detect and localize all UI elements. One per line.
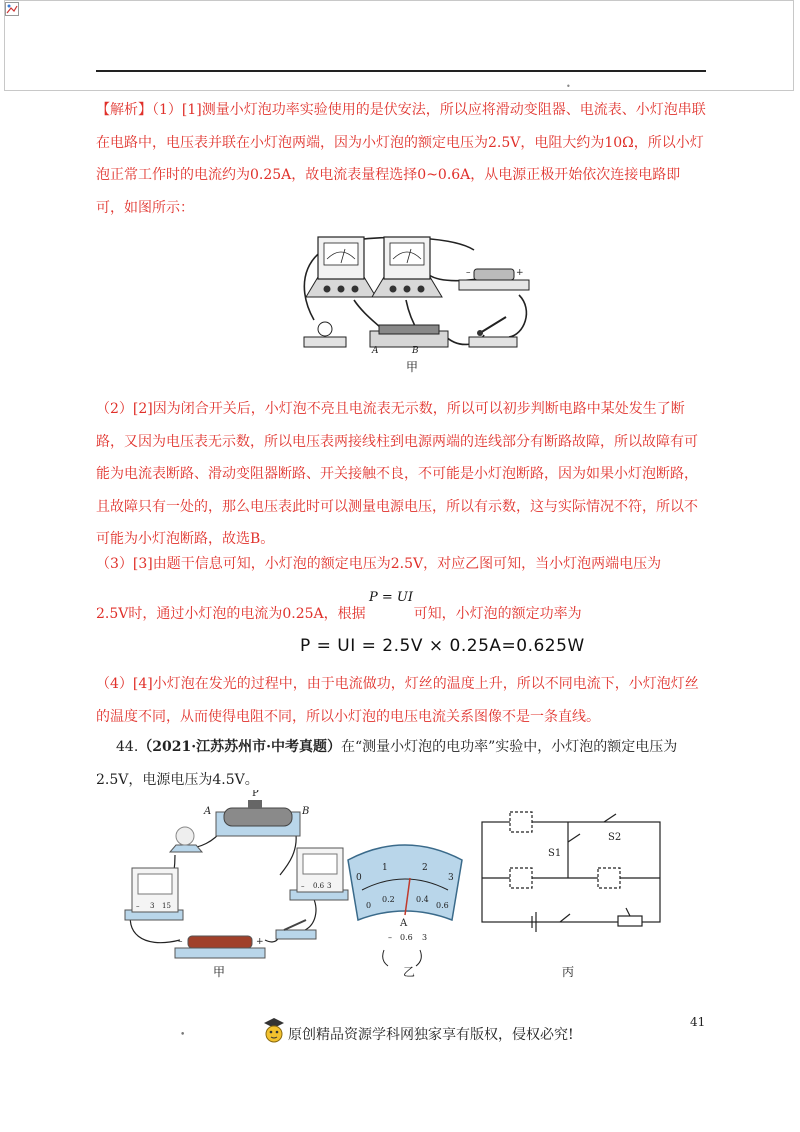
mascot-icon: [262, 1016, 286, 1046]
dial-scale-3: 3: [448, 873, 454, 883]
inline-formula: P = UI: [369, 590, 413, 605]
fig2-battery: [175, 936, 265, 958]
svg-text:A: A: [372, 346, 379, 355]
svg-text:–: –: [178, 937, 183, 947]
battery: [459, 268, 529, 290]
broken-image-icon: [5, 2, 19, 16]
header-rule: [96, 70, 706, 72]
power-formula: P = UI = 2.5V × 0.25A=0.625W: [300, 636, 585, 656]
voltmeter-terminal-neg: –: [136, 902, 140, 910]
ammeter: [372, 237, 442, 297]
fig2-rheostat: [203, 790, 309, 836]
fig2-voltmeter: [125, 868, 183, 920]
dial-scale-0: 0: [356, 873, 362, 883]
header-frame: [4, 0, 794, 91]
para-4: （4）[4]小灯泡在发光的过程中，由于电流做功，灯丝的温度上升，所以不同电流下，小灯泡灯丝的温度不同，从而使得电阻不同，所以小灯泡的电压电流关系图像不是一条直线。: [96, 676, 699, 725]
fig2-caption-bing: 丙: [562, 965, 575, 979]
ammeter-terminal-3: 3: [327, 882, 332, 890]
question-number: 44.: [116, 739, 139, 755]
ammeter-terminal-neg: –: [301, 882, 305, 890]
question-text: 在“测量小灯泡的电功率”实验中，小灯泡的额定电压为2.5V，电源电压为4.5V。: [96, 739, 678, 788]
dial-terminal-06: 0.6: [400, 933, 413, 942]
page-number: 41: [690, 1015, 706, 1029]
footer-dot: •: [180, 1030, 186, 1040]
svg-text:+: +: [256, 937, 264, 947]
rheostat-label-a: A: [204, 806, 212, 817]
dial-small-02: 0.2: [382, 895, 395, 904]
para-1: 【解析】（1）[1]测量小灯泡功率实验使用的是伏安法，所以应将滑动变阻器、电流表、小灯泡串联在电路中，电压表并联在小灯泡两端，因为小灯泡的额定电压为2.5V，电阻大约为10Ω，所以小灯泡正常工作时的电流约为0.25A，故电流表量程选择0~0.6A，从电源正极开始依次连接电路即可，如图所示：: [96, 102, 706, 216]
svg-text:B: B: [412, 346, 419, 355]
rheostat-label-b: B: [302, 806, 310, 817]
voltmeter-terminal-15: 15: [162, 902, 171, 910]
meter-dial: [348, 845, 462, 966]
fig2-ammeter: [290, 848, 348, 900]
circuit-figure-1: [294, 225, 534, 355]
bulb: [304, 322, 346, 347]
fig2-caption-jia: 甲: [213, 965, 226, 979]
dial-terminal-neg: –: [388, 933, 392, 942]
footer-copyright: 原创精品资源学科网独家享有版权，侵权必究!: [288, 1027, 574, 1043]
question-source: （2021·江苏苏州市·中考真题）: [138, 739, 341, 755]
ammeter-terminal-06: 0.6: [313, 882, 325, 890]
rheostat-label-p: P: [252, 790, 259, 799]
question-44: [96, 731, 708, 796]
fig2-switch: [276, 920, 316, 939]
dial-small-0: 0: [366, 901, 372, 910]
dial-small-04: 0.4: [416, 895, 429, 904]
fig2-bulb: [170, 827, 202, 852]
para-3c-text: 可知，小灯泡的额定功率为: [413, 606, 582, 622]
dial-scale-2: 2: [422, 863, 428, 873]
figure-1-caption: 甲: [405, 360, 418, 374]
para-3b-text: 2.5V时，通过小灯泡的电流为0.25A，根据: [96, 606, 366, 622]
fig2-caption-yi: 乙: [403, 965, 416, 979]
switch-s1: S1: [548, 848, 562, 859]
voltmeter-terminal-3: 3: [150, 902, 155, 910]
dial-small-06: 0.6: [436, 901, 449, 910]
para-3b: [96, 598, 582, 631]
svg-text:+: +: [516, 268, 524, 278]
header-dot: •: [566, 82, 571, 91]
rheostat: [370, 325, 448, 355]
para-3a: （3）[3]由题干信息可知，小灯泡的额定电压为2.5V，对应乙图可知，当小灯泡两端电压为: [96, 556, 662, 572]
para-2: （2）[2]因为闭合开关后，小灯泡不亮且电流表无示数，所以可以初步判断电路中某处发生了断路，又因为电压表无示数，所以电压表两接线柱到电源两端的连线部分有断路故障，所以故障有可能为电流表断路、滑动变阻器断路、开关接触不良，不可能是小灯泡断路，因为如果小灯泡断路，且故障只有一处的，那么电压表此时可以测量电源电压，所以有示数，这与实际情况不符，所以不可能为小灯泡断路，故选B。: [96, 401, 698, 547]
switch-s2: S2: [608, 832, 622, 843]
circuit-diagram: [482, 812, 660, 932]
switch: [469, 317, 517, 347]
dial-unit: A: [400, 918, 408, 929]
dial-scale-1: 1: [382, 863, 388, 873]
dial-terminal-3: 3: [422, 933, 428, 942]
circuit-figure-2: [120, 790, 690, 980]
svg-text:–: –: [466, 268, 471, 278]
voltmeter: [306, 237, 376, 297]
